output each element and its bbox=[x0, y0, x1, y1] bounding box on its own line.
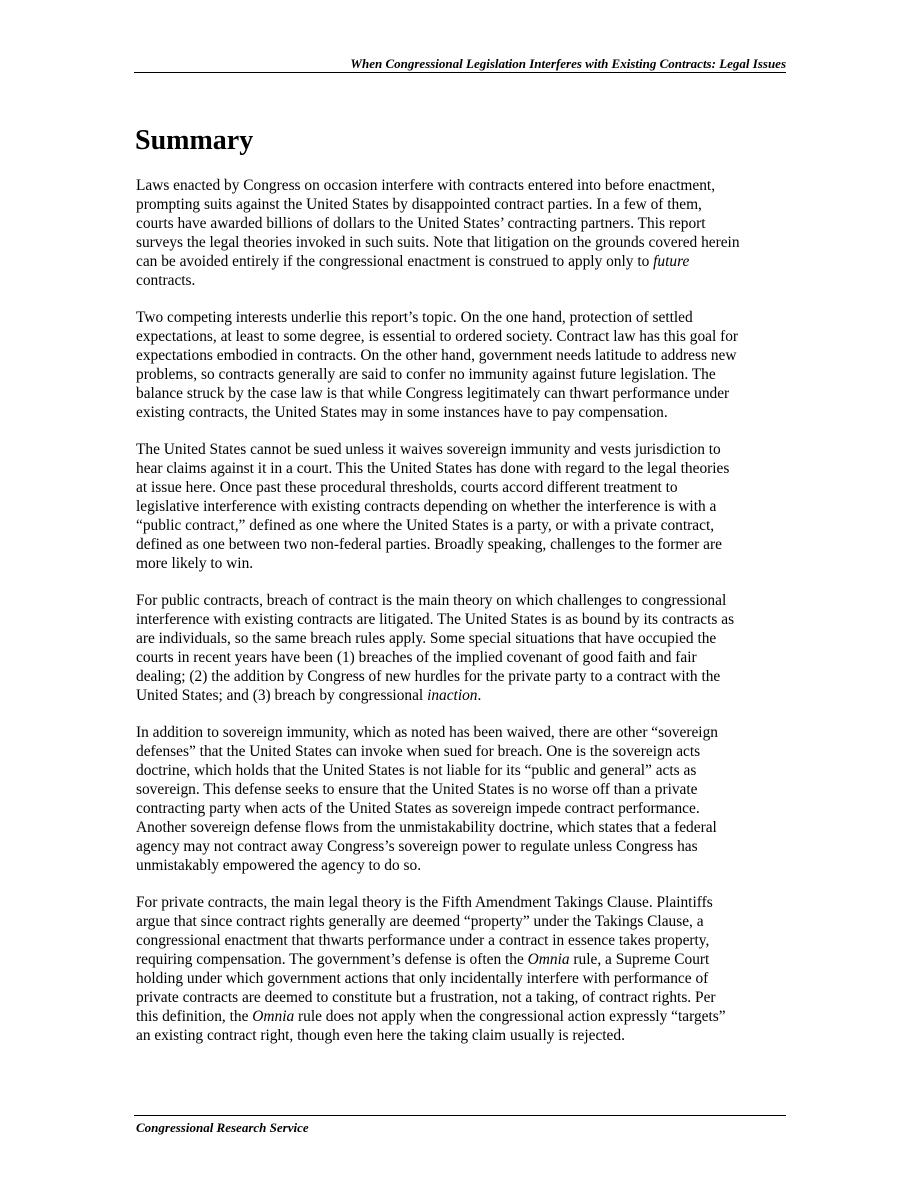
paragraph-line bbox=[136, 893, 787, 912]
summary-paragraph bbox=[136, 893, 787, 1045]
footer-rule bbox=[134, 1115, 786, 1116]
text-run: courts in recent years have been (1) breaches of the implied covenant of good faith and fair bbox=[136, 649, 697, 666]
paragraph-line bbox=[136, 931, 787, 950]
paragraph-line bbox=[136, 478, 787, 497]
text-run: surveys the legal theories invoked in such suits. Note that litigation on the grounds covered herein bbox=[136, 234, 740, 251]
text-run: For private contracts, the main legal theory is the Fifth Amendment Takings Clause. Plaintiffs bbox=[136, 894, 713, 911]
paragraph-line bbox=[136, 497, 787, 516]
paragraph-line bbox=[136, 742, 787, 761]
italic-text: future bbox=[653, 253, 690, 270]
text-run: prompting suits against the United States by disappointed contract parties. In a few of them, bbox=[136, 196, 702, 213]
text-run: defenses” that the United States can invoke when sued for breach. One is the sovereign acts bbox=[136, 743, 701, 760]
italic-text: Omnia bbox=[252, 1008, 295, 1025]
paragraph-line bbox=[136, 629, 787, 648]
text-run: sovereign. This defense seeks to ensure that the United States is no worse off than a private bbox=[136, 781, 698, 798]
paragraph-line bbox=[136, 912, 787, 931]
paragraph-line bbox=[136, 365, 787, 384]
paragraph-line bbox=[136, 176, 787, 195]
text-run: rule does not apply when the congressional action expressly “targets” bbox=[294, 1008, 726, 1025]
paragraph-line bbox=[136, 403, 787, 422]
paragraph-line bbox=[136, 214, 787, 233]
text-run: unmistakably empowered the agency to do so. bbox=[136, 857, 422, 874]
text-run: contracting party when acts of the United States as sovereign impede contract performance. bbox=[136, 800, 700, 817]
summary-paragraph bbox=[136, 723, 787, 875]
text-run: holding under which government actions that only incidentally interfere with performance of bbox=[136, 970, 709, 987]
paragraph-line bbox=[136, 723, 787, 742]
paragraph-line bbox=[136, 610, 787, 629]
text-run: this definition, the bbox=[136, 1008, 253, 1025]
paragraph-line bbox=[136, 233, 787, 252]
paragraph-line bbox=[136, 516, 787, 535]
paragraph-line bbox=[136, 988, 787, 1007]
header-rule bbox=[134, 72, 786, 73]
summary-paragraph bbox=[136, 176, 787, 290]
paragraph-line bbox=[136, 761, 787, 780]
text-run: “public contract,” defined as one where the United States is a party, or with a private contract, bbox=[136, 517, 715, 534]
text-run: balance struck by the case law is that while Congress legitimately can thwart performance under bbox=[136, 385, 730, 402]
paragraph-line bbox=[136, 535, 787, 554]
page-title: Summary bbox=[135, 125, 254, 156]
paragraph-line bbox=[136, 837, 787, 856]
paragraph-line bbox=[136, 252, 787, 271]
paragraph-line bbox=[136, 667, 787, 686]
text-run: at issue here. Once past these procedural thresholds, courts accord different treatment to bbox=[136, 479, 678, 496]
text-run: dealing; (2) the addition by Congress of new hurdles for the private party to a contract with the bbox=[136, 668, 721, 685]
text-run: are individuals, so the same breach rules apply. Some special situations that have occupied the bbox=[136, 630, 717, 647]
text-run: Laws enacted by Congress on occasion interfere with contracts entered into before enactment, bbox=[136, 177, 716, 194]
paragraph-line bbox=[136, 1026, 787, 1045]
paragraph-line bbox=[136, 346, 787, 365]
summary-paragraph bbox=[136, 440, 787, 573]
text-run: legislative interference with existing contracts depending on whether the interference is with a bbox=[136, 498, 717, 515]
text-run: can be avoided entirely if the congressional enactment is construed to apply only to bbox=[136, 253, 654, 270]
text-run: congressional enactment that thwarts performance under a contract in essence takes property, bbox=[136, 932, 710, 949]
paragraph-line bbox=[136, 856, 787, 875]
text-run: interference with existing contracts are litigated. The United States is as bound by its contracts as bbox=[136, 611, 735, 628]
text-run: hear claims against it in a court. This the United States has done with regard to the legal theories bbox=[136, 460, 730, 477]
paragraph-line bbox=[136, 799, 787, 818]
paragraph-line bbox=[136, 384, 787, 403]
text-run: problems, so contracts generally are said to confer no immunity against future legislation. The bbox=[136, 366, 716, 383]
text-run: rule, a Supreme Court bbox=[569, 951, 710, 968]
text-run: expectations, at least to some degree, is essential to ordered society. Contract law has this goal for bbox=[136, 328, 739, 345]
paragraph-line bbox=[136, 780, 787, 799]
text-run: expectations embodied in contracts. On the other hand, government needs latitude to address new bbox=[136, 347, 737, 364]
text-run: . bbox=[477, 687, 482, 704]
text-run: doctrine, which holds that the United States is not liable for its “public and general” acts as bbox=[136, 762, 697, 779]
paragraph-line bbox=[136, 271, 787, 290]
paragraph-line bbox=[136, 591, 787, 610]
text-run: In addition to sovereign immunity, which as noted has been waived, there are other “sovereign bbox=[136, 724, 718, 741]
text-run: Another sovereign defense flows from the unmistakability doctrine, which states that a federal bbox=[136, 819, 717, 836]
paragraph-line bbox=[136, 1007, 787, 1026]
paragraph-line bbox=[136, 459, 787, 478]
summary-paragraph bbox=[136, 591, 787, 705]
paragraph-line bbox=[136, 554, 787, 573]
text-run: private contracts are deemed to constitute but a frustration, not a taking, of contract rights. Per bbox=[136, 989, 716, 1006]
paragraph-line bbox=[136, 950, 787, 969]
footer-organization: Congressional Research Service bbox=[136, 1120, 309, 1135]
summary-paragraph bbox=[136, 308, 787, 422]
text-run: more likely to win. bbox=[136, 555, 254, 572]
text-run: an existing contract right, though even here the taking claim usually is rejected. bbox=[136, 1027, 625, 1044]
text-run: For public contracts, breach of contract is the main theory on which challenges to congressional bbox=[136, 592, 727, 609]
paragraph-line bbox=[136, 686, 787, 705]
text-run: The United States cannot be sued unless it waives sovereign immunity and vests jurisdiction to bbox=[136, 441, 721, 458]
italic-text: inaction bbox=[427, 687, 478, 704]
italic-text: Omnia bbox=[527, 951, 570, 968]
text-run: Two competing interests underlie this report’s topic. On the one hand, protection of settled bbox=[136, 309, 693, 326]
text-run: United States; and (3) breach by congressional bbox=[136, 687, 428, 704]
paragraph-line bbox=[136, 308, 787, 327]
paragraph-line bbox=[136, 969, 787, 988]
paragraph-line bbox=[136, 648, 787, 667]
text-run: defined as one between two non-federal parties. Broadly speaking, challenges to the former are bbox=[136, 536, 722, 553]
text-run: requiring compensation. The government’s defense is often the bbox=[136, 951, 528, 968]
paragraph-line bbox=[136, 195, 787, 214]
text-run: courts have awarded billions of dollars to the United States’ contracting partners. This report bbox=[136, 215, 706, 232]
summary-body bbox=[136, 176, 787, 1063]
text-run: argue that since contract rights generally are deemed “property” under the Takings Clause, a bbox=[136, 913, 704, 930]
paragraph-line bbox=[136, 440, 787, 459]
paragraph-line bbox=[136, 327, 787, 346]
text-run: contracts. bbox=[136, 272, 196, 289]
paragraph-line bbox=[136, 818, 787, 837]
text-run: agency may not contract away Congress’s sovereign power to regulate unless Congress has bbox=[136, 838, 698, 855]
text-run: existing contracts, the United States may in some instances have to pay compensation. bbox=[136, 404, 668, 421]
running-header: When Congressional Legislation Interferes with Existing Contracts: Legal Issues bbox=[350, 56, 786, 71]
